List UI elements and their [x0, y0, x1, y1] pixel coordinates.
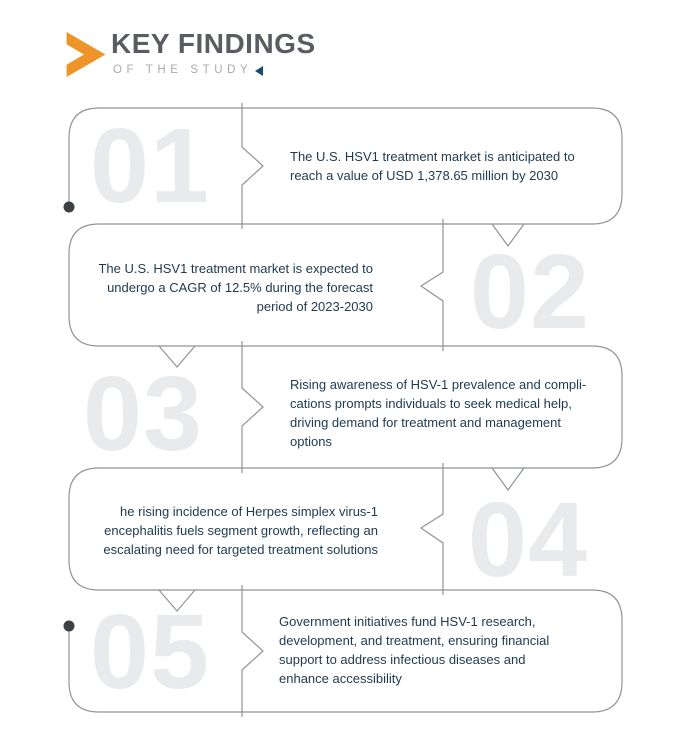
- page-subtitle: OF THE STUDY: [113, 64, 253, 76]
- endpoint-dot-bottom: [64, 621, 75, 632]
- finding-text-line: undergo a CAGR of 12.5% during the forecast: [107, 280, 373, 295]
- finding-text-line: period of 2023-2030: [256, 299, 373, 314]
- finding-text-line: Government initiatives fund HSV-1 research,: [279, 614, 536, 629]
- finding-text-line: options: [290, 434, 332, 449]
- finding-text-line: driving demand for treatment and management: [290, 415, 561, 430]
- divider-chevron-2: [421, 219, 443, 351]
- finding-text-line: enhance accessibility: [279, 671, 402, 686]
- finding-text-3: [290, 375, 586, 451]
- finding-number-5: 05: [90, 593, 210, 711]
- finding-text-4: [103, 502, 378, 559]
- finding-text-2: [98, 259, 373, 316]
- finding-text-line: support to address infectious diseases and: [279, 652, 526, 667]
- finding-text-1: [290, 147, 575, 185]
- finding-text-line: he rising incidence of Herpes simplex virus-1: [120, 504, 378, 519]
- finding-text-line: reach a value of USD 1,378.65 million by 2030: [290, 168, 559, 183]
- finding-text-line: cations prompts individuals to seek medical help,: [290, 396, 572, 411]
- finding-number-4: 04: [468, 481, 588, 599]
- finding-text-5: [279, 612, 549, 688]
- endpoint-dot-top: [64, 202, 75, 213]
- finding-number-1: 01: [90, 107, 210, 225]
- finding-number-2: 02: [470, 233, 590, 351]
- finding-text-line: encephalitis fuels segment growth, reflecting an: [104, 523, 378, 538]
- divider-chevron-1: [242, 103, 263, 229]
- divider-chevron-3: [242, 341, 263, 473]
- finding-text-line: Rising awareness of HSV-1 prevalence and compli-: [290, 377, 587, 392]
- divider-chevron-5: [242, 585, 263, 717]
- finding-text-line: development, and treatment, ensuring financial: [279, 633, 550, 648]
- divider-chevron-4: [421, 463, 443, 595]
- page-title: KEY FINDINGS: [111, 28, 316, 59]
- finding-text-line: escalating need for targeted treatment solutions: [103, 542, 378, 557]
- finding-number-3: 03: [83, 355, 203, 473]
- finding-text-line: The U.S. HSV1 treatment market is expected to: [98, 261, 373, 276]
- finding-text-line: The U.S. HSV1 treatment market is anticipated to: [290, 149, 575, 164]
